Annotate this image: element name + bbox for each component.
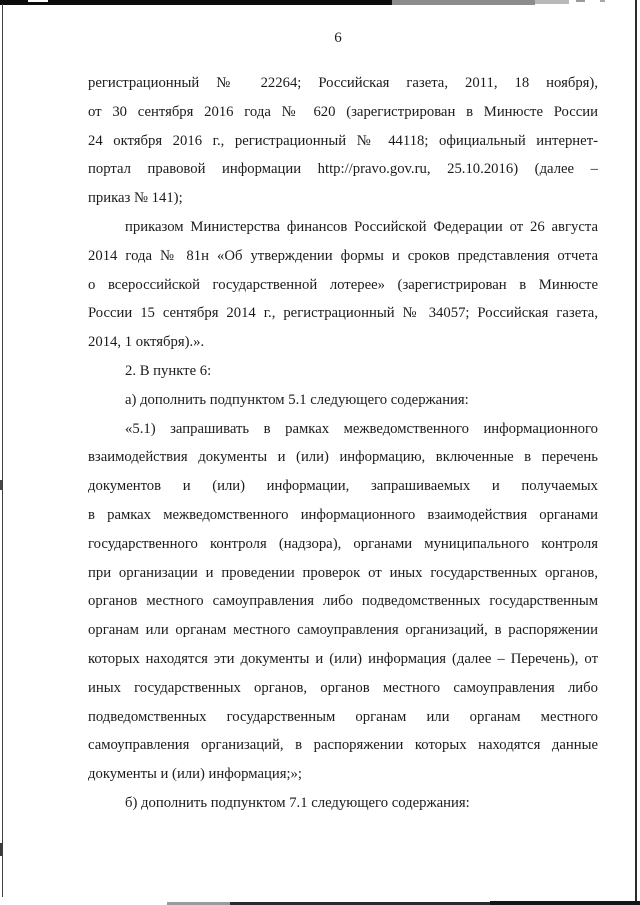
text-line: о всероссийской государственной лотерее» (зарегистрирован в Минюсте — [88, 276, 598, 293]
scan-edge-right — [635, 0, 637, 905]
text-line: иных государственных органов, органов местного самоуправления либо — [88, 679, 598, 696]
text-line: при организации и проведении проверок от иных государственных органов, — [88, 564, 598, 581]
text-line: 24 октября 2016 г., регистрационный № 44118; официальный интернет- — [88, 132, 598, 149]
text-line: органам или органам местного самоуправления организаций, в распоряжении — [88, 622, 598, 639]
text-line: самоуправления организаций, в распоряжении которых находятся данные — [88, 737, 598, 754]
text-line: органов местного самоуправления либо подведомственных государственным — [88, 593, 598, 610]
scan-edge-left-speck — [0, 480, 2, 490]
scan-artifact-top-tick — [600, 0, 605, 2]
page-number: 6 — [334, 30, 342, 46]
text-line: 2. В пункте 6: — [125, 362, 212, 379]
text-block — [88, 69, 598, 818]
text-line: в рамках межведомственного информационного взаимодействия органами — [88, 506, 598, 523]
text-line: России 15 сентября 2014 г., регистрационный № 34057; Российская газета, — [88, 305, 598, 322]
scan-edge-left — [2, 4, 3, 897]
text-line: от 30 сентября 2016 года № 620 (зарегистрирован в Минюсте России — [88, 103, 598, 120]
text-line: 2014 года № 81н «Об утверждении формы и сроков представления отчета — [88, 247, 598, 264]
text-line: приказ № 141); — [88, 190, 183, 207]
text-line: б) дополнить подпунктом 7.1 следующего содержания: — [125, 794, 470, 811]
scan-artifact-top-bar-light — [535, 0, 569, 4]
text-line: подведомственных государственным органам или органам местного — [88, 708, 598, 725]
text-line: портал правовой информации http://pravo.gov.ru, 25.10.2016) (далее – — [88, 161, 598, 178]
text-line: «5.1) запрашивать в рамках межведомственного информационного — [125, 420, 598, 437]
text-line: которых находятся эти документы и (или) информация (далее – Перечень), от — [88, 650, 598, 667]
text-line: государственного контроля (надзора), органами муниципального контроля — [88, 535, 598, 552]
scan-edge-left-speck — [0, 843, 2, 856]
text-line: взаимодействия документы и (или) информацию, включенные в перечень — [88, 449, 598, 466]
scan-artifact-top-bar-gray — [392, 0, 535, 5]
scan-artifact-top-tick — [576, 0, 585, 2]
scan-artifact-top-bar-notch — [28, 0, 48, 2]
text-line: регистрационный № 22264; Российская газета, 2011, 18 ноября), — [88, 75, 598, 91]
text-line: приказом Министерства финансов Российской Федерации от 26 августа — [125, 218, 598, 235]
scan-artifact-bottom-bar-dark — [490, 901, 640, 905]
text-line: документы и (или) информация;»; — [88, 766, 302, 783]
text-line: документов и (или) информации, запрашиваемых и получаемых — [88, 478, 598, 495]
scan-artifact-top-bar — [0, 0, 392, 5]
text-line: а) дополнить подпунктом 5.1 следующего содержания: — [125, 391, 469, 408]
text-line: 2014, 1 октября).». — [88, 334, 205, 351]
